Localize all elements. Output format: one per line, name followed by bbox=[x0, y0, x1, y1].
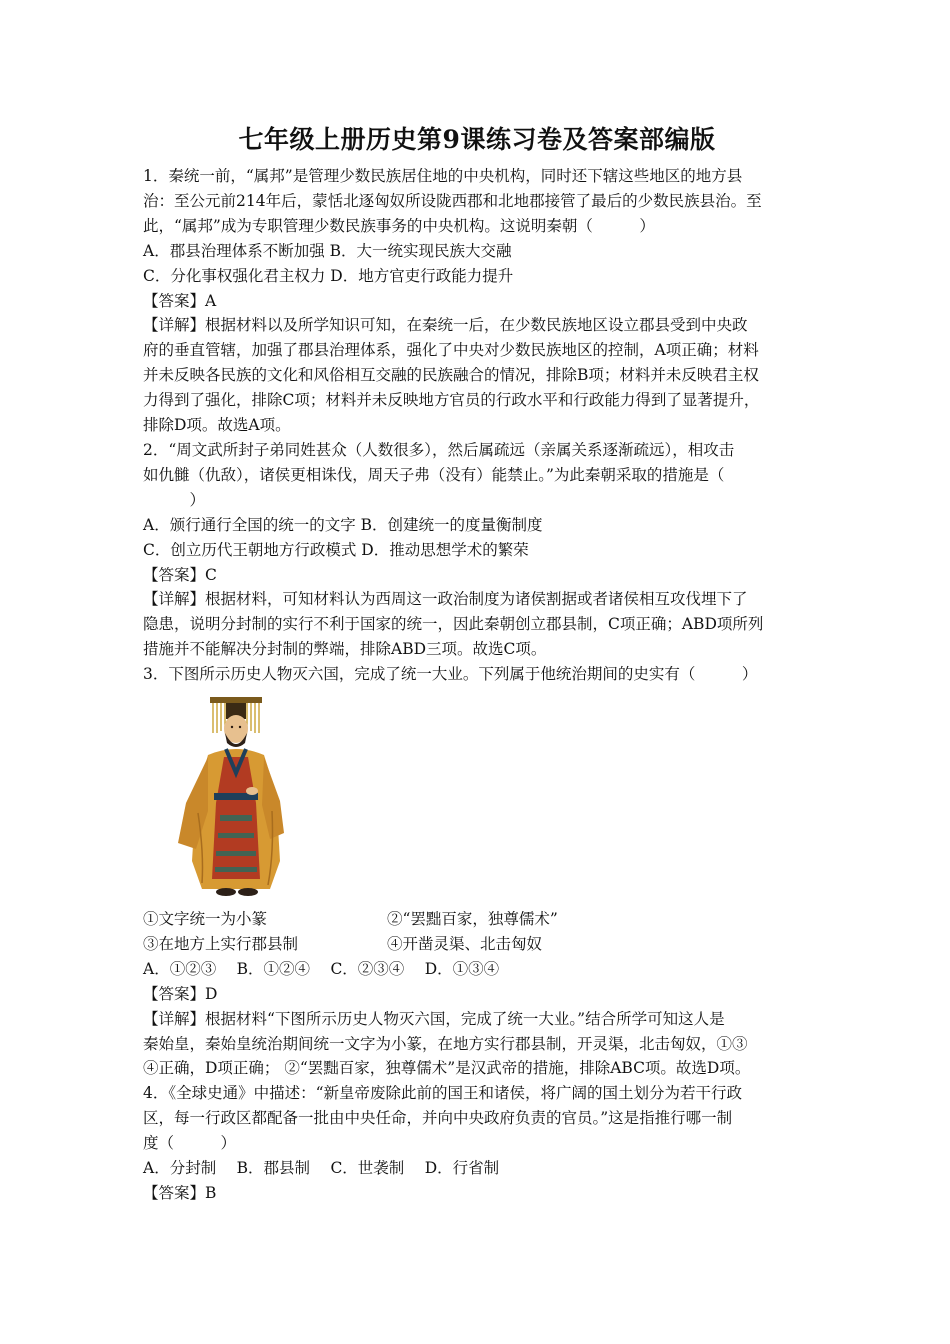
question-stem-line: 治：至公元前214年后，蒙恬北逐匈奴所设陇西郡和北地郡接管了最后的少数民族县治。至 bbox=[143, 191, 762, 210]
statement-item: ①文字统一为小篆 bbox=[143, 910, 268, 929]
question-stem-line: 2．“周文武所封子弟同姓甚众（人数很多），然后属疏远（亲属关系逐渐疏远），相攻击 bbox=[143, 440, 735, 459]
question-stem-line: 3．下图所示历史人物灭六国，完成了统一大业。下列属于他统治期间的史实有（ ） bbox=[143, 665, 758, 684]
question-stem-line: ） bbox=[143, 490, 206, 509]
options-line: C．分化事权强化君主权力 D．地方官吏行政能力提升 bbox=[143, 266, 514, 285]
question-stem-line: 1．秦统一前，“属邦”是管理少数民族居住地的中央机构，同时还下辖这些地区的地方县 bbox=[143, 167, 743, 185]
explanation-line: 府的垂直管辖，加强了郡县治理体系，强化了中央对少数民族地区的控制，A项正确；材料 bbox=[143, 341, 759, 360]
question-stem-line: 度（ ） bbox=[143, 1134, 237, 1153]
explanation-line: 【详解】根据材料，可知材料认为西周这一政治制度为诸侯割据或者诸侯相互攻伐埋下了 bbox=[143, 590, 748, 609]
answer-line: 【答案】C bbox=[143, 565, 217, 584]
options-line: A．颁行通行全国的统一的文字 B．创建统一的度量衡制度 bbox=[143, 515, 543, 534]
document-page bbox=[143, 118, 811, 1206]
question-stem-line: 4．《全球史通》中描述：“新皇帝废除此前的国王和诸侯，将广阔的国土划分为若干行政 bbox=[143, 1084, 743, 1103]
explanation-line: 措施并不能解决分封制的弊端，排除ABD三项。故选C项。 bbox=[143, 640, 547, 659]
explanation-line: ④正确，D项正确； ②“罢黜百家，独尊儒术”是汉武帝的措施，排除ABC项。故选D项。 bbox=[143, 1059, 751, 1078]
question-stem-line: 此，“属邦”成为专职管理少数民族事务的中央机构。这说明秦朝（ ） bbox=[143, 216, 655, 235]
question-stem-line: 如仇雠（仇敌），诸侯更相诛伐，周天子弗（没有）能禁止。”为此秦朝采取的措施是（ bbox=[143, 465, 725, 484]
statement-row bbox=[143, 932, 811, 957]
question-3 bbox=[143, 662, 811, 1081]
answer-line: 【答案】D bbox=[143, 984, 218, 1003]
question-2 bbox=[143, 438, 811, 662]
explanation-line: 并未反映各民族的文化和风俗相互交融的民族融合的情况，排除B项；材料并未反映君主权 bbox=[143, 366, 759, 385]
question-1 bbox=[143, 164, 811, 438]
emperor-portrait-illustration bbox=[168, 693, 300, 903]
statement-item: ③在地方上实行郡县制 bbox=[143, 934, 299, 953]
question-stem-line: 区，每一行政区都配备一批由中央任命，并向中央政府负责的官员。”这是指推行哪一制 bbox=[143, 1109, 733, 1128]
options-line: A．郡县治理体系不断加强 B．大一统实现民族大交融 bbox=[143, 241, 512, 260]
explanation-line: 隐患，说明分封制的实行不利于国家的统一，因此秦朝创立郡县制，C项正确；ABD项所列 bbox=[143, 615, 764, 634]
document-title: 七年级上册历史第9课练习卷及答案部编版 bbox=[238, 125, 716, 154]
options-line: A．分封制 B．郡县制 C．世袭制 D．行省制 bbox=[143, 1159, 500, 1178]
statement-item: ④开凿灵渠、北击匈奴 bbox=[387, 934, 543, 953]
explanation-line: 【详解】根据材料“下图所示历史人物灭六国，完成了统一大业。”结合所学可知这人是 bbox=[143, 1009, 725, 1028]
crown-board bbox=[210, 697, 262, 703]
explanation-line: 秦始皇，秦始皇统治期间统一文字为小篆，在地方实行郡县制，开灵渠，北击匈奴，①③ bbox=[143, 1034, 748, 1053]
emperor-portrait-image bbox=[168, 693, 300, 903]
question-4 bbox=[143, 1081, 811, 1206]
answer-line: 【答案】A bbox=[143, 291, 217, 310]
explanation-line: 【详解】根据材料以及所学知识可知，在秦统一后，在少数民族地区设立郡县受到中央政 bbox=[143, 316, 748, 335]
explanation-line: 力得到了强化，排除C项；材料并未反映地方官员的行政水平和行政能力得到了显著提升， bbox=[143, 391, 760, 410]
statement-item: ②“罢黜百家，独尊儒术” bbox=[387, 910, 558, 929]
answer-line: 【答案】B bbox=[143, 1184, 217, 1202]
explanation-line: 排除D项。故选A项。 bbox=[143, 416, 291, 435]
statement-row bbox=[143, 907, 811, 932]
options-line: C．创立历代王朝地方行政模式 D．推动思想学术的繁荣 bbox=[143, 540, 529, 559]
options-line: A．①②③ B．①②④ C．②③④ D．①③④ bbox=[143, 959, 500, 978]
